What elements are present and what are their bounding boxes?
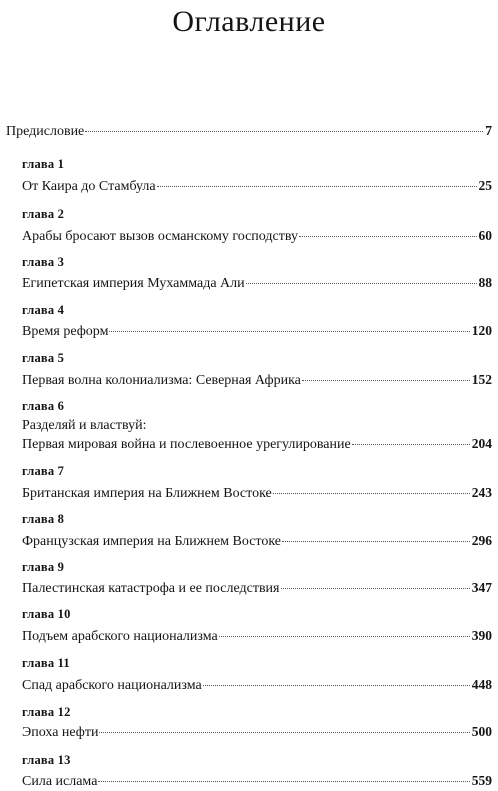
dot-leader — [273, 493, 470, 494]
chapter-number: глава 10 — [22, 607, 71, 621]
dot-leader — [98, 781, 469, 782]
dot-leader — [109, 331, 469, 332]
toc-entry-label: Сила ислама — [22, 774, 98, 789]
toc-entry-page: 559 — [471, 773, 492, 788]
toc-entry-label: Предисловие — [6, 124, 85, 139]
toc-entry-page: 347 — [471, 580, 492, 595]
toc-entry-label: Египетская империя Мухаммада Али — [22, 276, 245, 291]
dot-leader — [302, 380, 470, 381]
chapter-number: глава 9 — [22, 560, 65, 574]
toc-entry-label: Французская империя на Ближнем Востоке — [22, 534, 282, 549]
chapter-number: глава 11 — [22, 656, 70, 670]
toc-entry-page: 243 — [471, 485, 492, 500]
toc-entry-chapter[interactable] — [22, 579, 492, 597]
chapter-number: глава 3 — [22, 255, 65, 269]
toc-entry-page: 296 — [471, 533, 492, 548]
toc-entry-label: Палестинская катастрофа и ее последствия — [22, 581, 280, 596]
dot-leader — [352, 444, 470, 445]
chapter-number: глава 2 — [22, 207, 65, 221]
chapter-number: глава 6 — [22, 399, 65, 413]
chapter-number: глава 8 — [22, 512, 65, 526]
toc-entry-page: 390 — [471, 628, 492, 643]
dot-leader — [282, 541, 470, 542]
toc-entry-page: 88 — [478, 275, 492, 290]
chapter-number: глава 1 — [22, 157, 65, 171]
toc-entry-label: Подъем арабского национализма — [22, 629, 218, 644]
dot-leader — [299, 236, 477, 237]
dot-leader — [99, 732, 469, 733]
toc-entry-label: Эпоха нефти — [22, 725, 99, 740]
chapter-number: глава 13 — [22, 753, 71, 767]
dot-leader — [85, 131, 483, 132]
toc-entry-chapter[interactable] — [22, 723, 492, 741]
chapter-number: глава 7 — [22, 464, 65, 478]
toc-entry-label: Первая мировая война и послевоенное урегулирование — [22, 437, 351, 452]
toc-entry-chapter[interactable] — [22, 676, 492, 694]
dot-leader — [203, 685, 470, 686]
toc-entry-chapter[interactable] — [22, 484, 492, 502]
dot-leader — [246, 283, 477, 284]
toc-entry-page: 25 — [478, 178, 492, 193]
toc-entry-chapter[interactable] — [22, 371, 492, 389]
toc-entry-label: Арабы бросают вызов османскому господству — [22, 229, 298, 244]
page-title: Оглавление — [172, 5, 326, 38]
toc-entry-label: От Каира до Стамбула — [22, 179, 156, 194]
chapter-number: глава 12 — [22, 705, 71, 719]
toc-entry-chapter[interactable] — [22, 227, 492, 245]
toc-entry-label: Британская империя на Ближнем Востоке — [22, 486, 272, 501]
toc-entry-chapter[interactable] — [22, 274, 492, 292]
toc-entry-page: 120 — [471, 323, 492, 338]
dot-leader — [219, 636, 470, 637]
toc-entry-chapter[interactable] — [22, 627, 492, 645]
toc-entry-page: 204 — [471, 436, 492, 451]
toc-entry-chapter[interactable] — [22, 177, 492, 195]
toc-entry-label: Спад арабского национализма — [22, 678, 202, 693]
toc-entry-page: 7 — [485, 123, 492, 138]
toc-entry-page: 60 — [478, 228, 492, 243]
toc-entry-page: 152 — [471, 372, 492, 387]
chapter-number: глава 4 — [22, 303, 65, 317]
toc-entry-page: 448 — [471, 677, 492, 692]
toc-entry-chapter[interactable] — [22, 322, 492, 340]
chapter-number: глава 5 — [22, 351, 65, 365]
dot-leader — [281, 588, 470, 589]
toc-entry-label: Время реформ — [22, 324, 109, 339]
toc-entry-label: Первая волна колониализма: Северная Африка — [22, 373, 301, 388]
toc-entry-chapter[interactable] — [22, 435, 492, 453]
toc-entry-chapter[interactable] — [22, 772, 492, 790]
toc-entry-page: 500 — [471, 724, 492, 739]
toc-entry-preface[interactable] — [6, 122, 492, 140]
toc-entry-label-line: Разделяй и властвуй: — [22, 418, 147, 433]
dot-leader — [157, 186, 477, 187]
toc-entry-chapter[interactable] — [22, 532, 492, 550]
